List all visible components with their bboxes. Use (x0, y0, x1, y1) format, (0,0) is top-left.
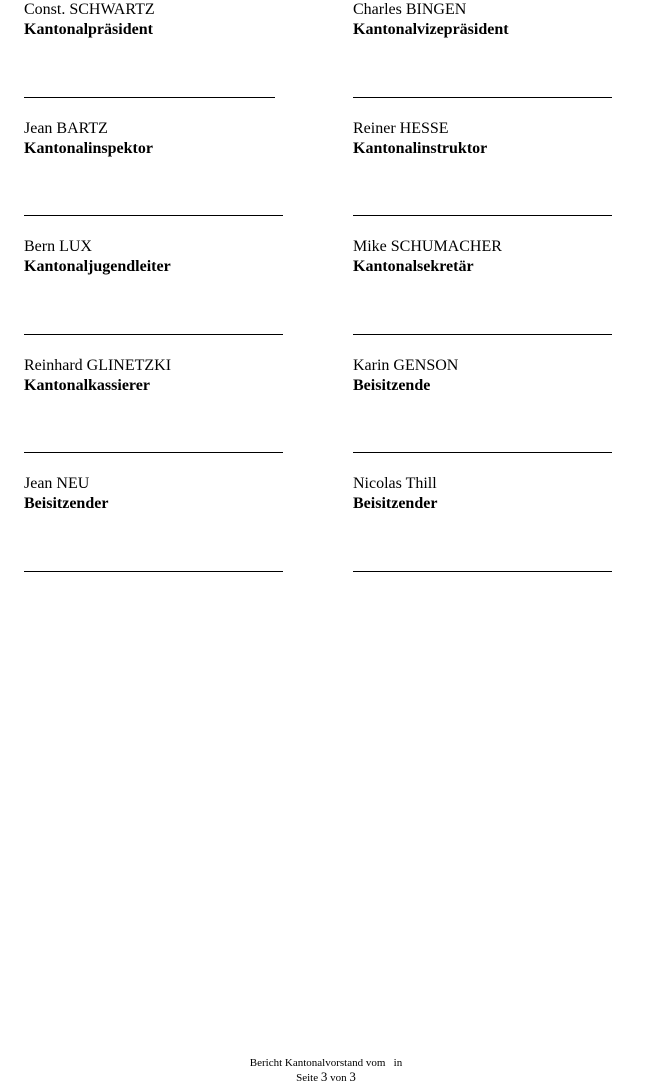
signatory-role: Kantonaljugendleiter (24, 258, 171, 275)
signatory-role: Kantonalkassierer (24, 377, 150, 394)
signature-line (24, 97, 275, 98)
signatory-role: Beisitzender (353, 495, 438, 512)
signatory-role: Beisitzende (353, 377, 431, 394)
signature-block-praesident (24, 0, 324, 40)
footer-page-current: 3 (320, 1069, 328, 1084)
signature-block-vizepraesident (353, 0, 652, 40)
signatory-name: Karin GENSON (353, 357, 459, 374)
signatory-role: Kantonalsekretär (353, 258, 474, 275)
signature-line (353, 571, 612, 572)
signatory-name: Bern LUX (24, 238, 92, 255)
signature-line (353, 452, 612, 453)
signature-line (353, 215, 612, 216)
signature-line (353, 334, 612, 335)
footer-page-total: 3 (349, 1069, 356, 1084)
signatory-name: Const. SCHWARTZ (24, 1, 155, 18)
signatory-name: Jean NEU (24, 475, 90, 492)
signatory-name: Nicolas Thill (353, 475, 437, 492)
signature-block-inspektor (24, 119, 324, 159)
signatory-name: Mike SCHUMACHER (353, 238, 502, 255)
signatory-role: Kantonalinspektor (24, 140, 153, 157)
signatory-role: Kantonalvizepräsident (353, 21, 509, 38)
signature-block-instruktor (353, 119, 652, 159)
footer-page-of: von (330, 1072, 347, 1084)
signature-block-beisitzender-1 (24, 474, 324, 514)
signature-block-kassierer (24, 356, 324, 396)
signatory-role: Beisitzender (24, 495, 109, 512)
signature-line (24, 571, 283, 572)
signatory-name: Reinhard GLINETZKI (24, 357, 172, 374)
signatory-role: Kantonalpräsident (24, 21, 153, 38)
signature-line (24, 215, 283, 216)
signature-line (353, 97, 612, 98)
signature-block-beisitzender-2 (353, 474, 652, 514)
signatory-name: Jean BARTZ (24, 120, 108, 137)
signatory-name: Charles BINGEN (353, 1, 467, 18)
signatory-role: Kantonalinstruktor (353, 140, 488, 157)
signature-line (24, 452, 283, 453)
footer-page-label: Seite (296, 1072, 319, 1084)
signatory-name: Reiner HESSE (353, 120, 449, 137)
signature-block-sekretaer (353, 237, 652, 277)
signature-block-jugendleiter (24, 237, 324, 277)
signature-line (24, 334, 283, 335)
footer-page-number (0, 1070, 652, 1085)
page-footer (0, 1056, 652, 1085)
footer-report-title: Bericht Kantonalvorstand vom in (249, 1057, 403, 1069)
signature-block-beisitzende (353, 356, 652, 396)
